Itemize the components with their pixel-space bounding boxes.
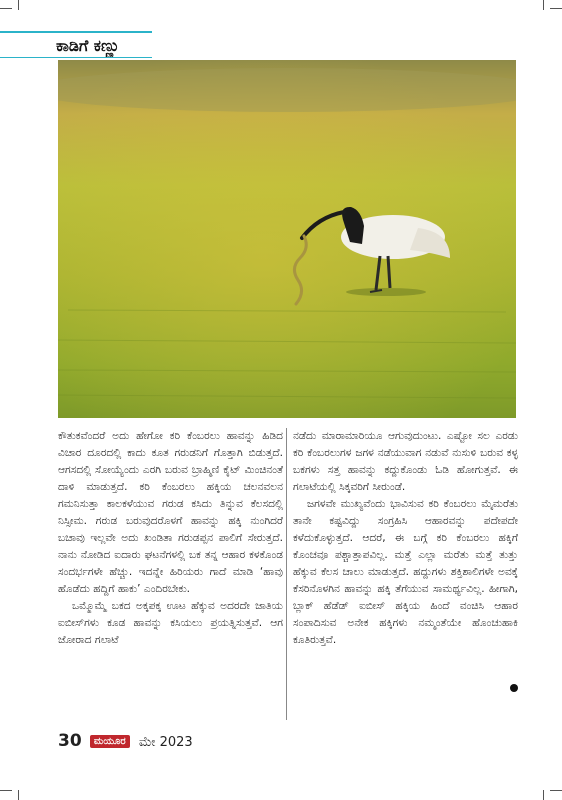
crop-mark-top-right-v <box>543 0 544 10</box>
crop-mark-bottom-right-h <box>550 790 562 791</box>
crop-mark-bottom-right-v <box>543 790 544 800</box>
article-paragraph: ಜಗಳವೇ ಮುಖ್ಯವೆಂದು ಭಾವಿಸುವ ಕರಿ ಕೆಂಬರಲು ಮೈಮರೆತು ತಾನೇ ಕಷ್ಟವಿದ್ದು ಸಂಗ್ರಹಿಸಿ ಆಹಾರವನ್ನು ಪದೇಪದೇ ಕಳೆದುಕೊಳ್ಳುತ್ತದೆ. ಆದರೆ, ಈ ಬಗ್ಗೆ ಕರಿ ಕೆಂಬರಲು ಹಕ್ಕಿಗೆ ಕೊಂಚವೂ ಪಶ್ಚಾತ್ತಾಪವಿಲ್ಲ. ಮತ್ತೆ ಎಲ್ಲಾ ಮರೆತು ಮತ್ತೆ ತುತ್ತು ಹೆಕ್ಕುವ ಕೆಲಸ ಚಾಲು ಮಾಡುತ್ತದೆ. ಹದ್ದುಗಳು ಶಕ್ತಿಶಾಲಿಗಳೇ ಅವಕ್ಕೆ ಕೆಸರಿನೊಳಗಿನ ಹಾವನ್ನು ಹಕ್ಕಿ ತೆಗೆಯುವ ಸಾಮರ್ಥ್ಯವಿಲ್ಲ. ಹೀಗಾಗಿ, ಬ್ಲಾಕ್ ಹೆಡೆಡ್ ಐಬೀಸ್ ಹಕ್ಕಿಯ ಹಿಂದೆ ವಂಚಿಸಿ ಆಹಾರ ಸಂಪಾದಿಸುವ ಅನೇಕ ಹಕ್ಕಿಗಳು ನಮ್ಮಂತೆಯೇ ಹೊಂಚುಹಾಕಿ ಕೂತಿರುತ್ತವೆ. <box>293 498 518 646</box>
column-divider <box>286 428 287 720</box>
crop-mark-top-left-h <box>0 8 12 9</box>
header-underline <box>0 57 152 58</box>
page-footer <box>58 731 193 751</box>
issue-date: ಮೇ 2023 <box>138 735 193 750</box>
end-of-article-dot <box>510 684 518 692</box>
crop-mark-bottom-left-h <box>0 790 12 791</box>
crop-mark-top-right-h <box>550 8 562 9</box>
crop-mark-top-left-v <box>18 0 19 10</box>
ibis-photo <box>58 60 516 418</box>
article-paragraph: ನಡೆದು ಮಾರಾಮಾರಿಯೂ ಆಗುವುದುಂಟು. ಎಷ್ಟೋ ಸಲ ಎರಡು ಕರಿ ಕೆಂಬರಲುಗಳ ಜಗಳ ನಡೆಯುವಾಗ ನಡುವೆ ನುಸುಳಿ ಬರುವ ಕಳ್ಳ ಬಕಗಳು ಸತ್ತ ಹಾವನ್ನು ಕದ್ದುಕೊಂಡು ಓಡಿ ಹೋಗುತ್ತವೆ. ಈ ಗಲಾಟೆಯಲ್ಲಿ ಸಿಕ್ಕವರಿಗೆ ಸೀರುಂಡೆ. <box>293 430 518 493</box>
ibis-illustration <box>58 60 516 418</box>
article-paragraph: ಒಮ್ಮೊಮ್ಮೆ ಬಕದ ಅಕ್ಕಪಕ್ಕ ಊಟ ಹೆಕ್ಕುವ ಅದರದೇ ಜಾತಿಯ ಐಬೀಸ್‌ಗಳು ಕೂಡ ಹಾವನ್ನು ಕಸಿಯಲು ಪ್ರಯತ್ನಿಸುತ್ತವೆ. ಆಗ ಜೋರಾದ ಗಲಾಟೆ <box>58 600 283 646</box>
section-title: ಕಾಡಿಗೆ ಕಣ್ಣು <box>56 36 120 55</box>
header-accent-line <box>0 31 152 33</box>
crop-mark-bottom-left-v <box>18 790 19 800</box>
magazine-logo: ಮಯೂರ <box>90 735 130 748</box>
article-right-column <box>293 428 518 649</box>
article-left-column <box>58 428 283 649</box>
page-number: 30 <box>58 731 82 751</box>
article-paragraph: ಕೌತುಕವೆಂದರೆ ಅದು ಹೇಗೋ ಕರಿ ಕೆಂಬರಲು ಹಾವನ್ನು ಹಿಡಿದ ವಿಚಾರ ದೂರದಲ್ಲಿ ಕಾದು ಕೂತ ಗರುಡನಿಗೆ ಗೊತ್ತಾಗಿ ಬಿಡುತ್ತದೆ. ಆಗಸದಲ್ಲಿ ಸೋಯ್ಯೆಂದು ಎರಗಿ ಬರುವ ಬ್ರಾಹ್ಮಿಣಿ ಕೈಟ್ ಮಿಂಚಿನಂತೆ ದಾಳಿ ಮಾಡುತ್ತದೆ. ಕರಿ ಕೆಂಬರಲು ಹಕ್ಕಿಯ ಚಲನವಲನ ಗಮನಿಸುತ್ತಾ ಕಾಲಕಳೆಯುವ ಗರುಡ ಕಸಿದು ತಿನ್ನುವ ಕೆಲಸದಲ್ಲಿ ನಿಸ್ಸೀಮ. ಗರುಡ ಬರುವುದರೊಳಗೆ ಹಾವನ್ನು ಹಕ್ಕಿ ನುಂಗಿದರೆ ಬಚಾವು ಇಲ್ಲವೇ ಅದು ಖಂಡಿತಾ ಗರುಡಪ್ಪನ ಪಾಲಿಗೆ ಸೇರುತ್ತದೆ. ನಾನು ನೋಡಿದ ಐದಾರು ಘಟನೆಗಳಲ್ಲಿ ಬಕ ತನ್ನ ಆಹಾರ ಕಳಕೊಂಡ ಸಂದರ್ಭಗಳೇ ಹೆಚ್ಚು. ಇದನ್ನೇ ಹಿರಿಯರು ಗಾದೆ ಮಾಡಿ ‘ಹಾವು ಹೊಡೆದು ಹದ್ದಿಗೆ ಹಾಕು’ ಎಂದಿರಬೇಕು. <box>58 430 283 595</box>
